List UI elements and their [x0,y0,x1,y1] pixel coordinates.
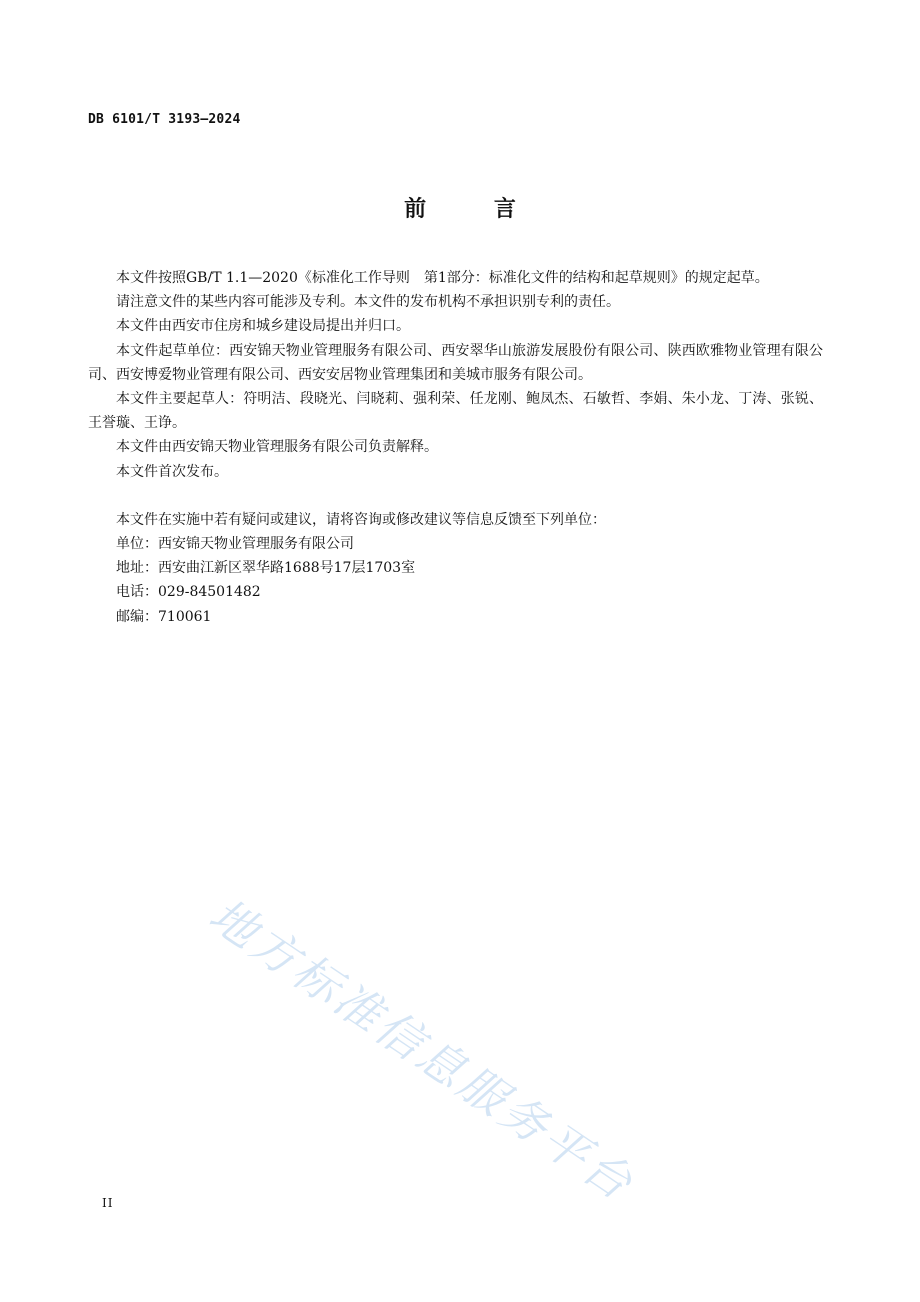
page-title: 前 言 [404,197,546,222]
paragraph-drafting-units: 本文件起草单位：西安锦天物业管理服务有限公司、西安翠华山旅游发展股份有限公司、陕西欧雅物业管理有限公司、西安博爱物业管理有限公司、西安安居物业管理集团和美城市服务有限公司。 [88,342,823,383]
paragraph-drafters: 本文件主要起草人：符明洁、段晓光、闫晓莉、强利荣、任龙刚、鲍凤杰、石敏哲、李娟、朱小龙、丁涛、张锐、王誉璇、王诤。 [88,391,823,432]
document-body [88,266,823,629]
paragraph-drafting-rules: 本文件按照GB/T 1.1—2020《标准化工作导则 第1部分：标准化文件的结构和起草规则》的规定起草。 [116,270,769,286]
contact-postcode: 邮编：710061 [116,608,212,625]
watermark: 地方标准信息服务平台 [199,887,645,1212]
paragraph-interpretation: 本文件由西安锦天物业管理服务有限公司负责解释。 [116,439,438,456]
page-number: II [102,1196,114,1210]
paragraph-first-release: 本文件首次发布。 [116,463,228,480]
contact-address: 地址：西安曲江新区翠华路1688号17层1703室 [116,560,416,577]
contact-phone: 电话：029-84501482 [116,584,261,601]
paragraph-proposer: 本文件由西安市住房和城乡建设局提出并归口。 [116,318,410,335]
contact-intro: 本文件在实施中若有疑问或建议，请将咨询或修改建议等信息反馈至下列单位： [116,511,606,528]
document-code: DB 6101/T 3193—2024 [88,112,241,127]
contact-unit: 单位：西安锦天物业管理服务有限公司 [116,536,354,553]
paragraph-patent-notice: 请注意文件的某些内容可能涉及专利。本文件的发布机构不承担识别专利的责任。 [116,294,620,311]
